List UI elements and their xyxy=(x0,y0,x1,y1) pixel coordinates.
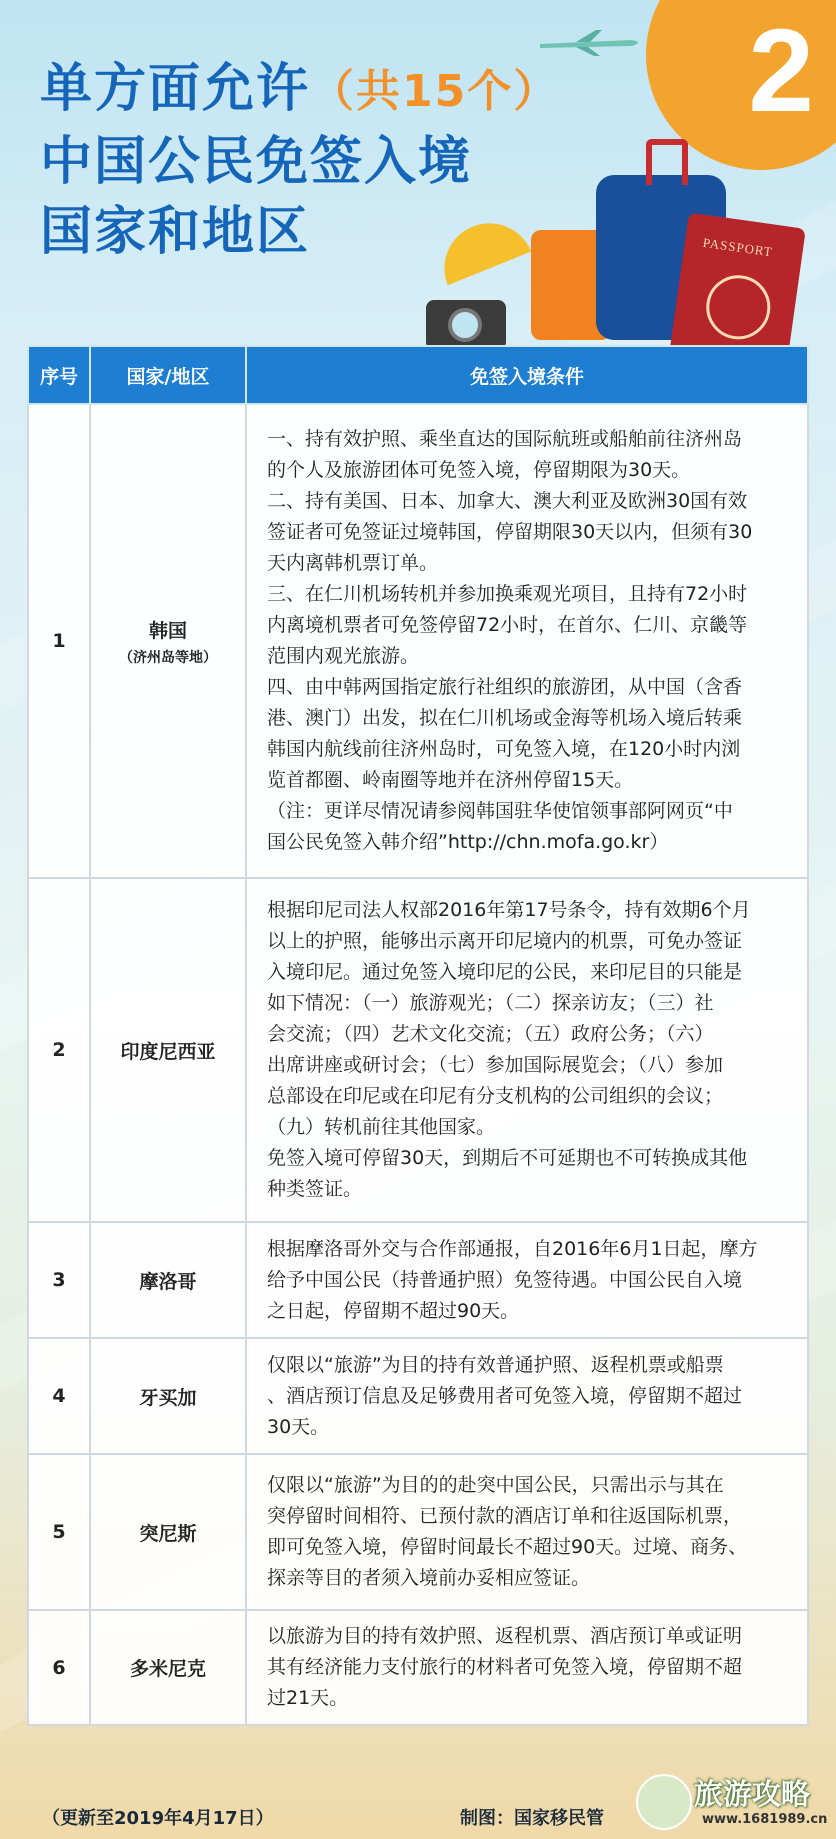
row-number: 4 xyxy=(28,1338,90,1454)
row-country: 多米尼克 xyxy=(90,1610,246,1725)
row-number: 6 xyxy=(28,1610,90,1725)
watermark-url: www.1681989.cn xyxy=(702,1812,828,1827)
condition-line: 即可免签入境，停留时间最长不超过90天。过境、商务、 xyxy=(267,1536,748,1558)
condition-line: 港、澳门）出发，拟在仁川机场或金海等机场入境后转乘 xyxy=(267,707,743,729)
condition-line: （九）转机前往其他国家。 xyxy=(267,1116,496,1138)
condition-line: 韩国内航线前往济州岛时，可免签入境，在120小时内浏 xyxy=(267,738,741,760)
row-country: 印度尼西亚 xyxy=(90,878,246,1222)
table-row xyxy=(28,1338,808,1454)
header-conditions: 免签入境条件 xyxy=(246,346,808,404)
row-number: 2 xyxy=(28,878,90,1222)
credit-text: 制图：国家移民管 xyxy=(460,1808,604,1829)
condition-line: 仅限以“旅游”为目的的赴突中国公民，只需出示与其在 xyxy=(267,1474,724,1496)
table-row xyxy=(28,1454,808,1610)
visa-free-table xyxy=(27,345,807,1726)
row-country: 突尼斯 xyxy=(90,1454,246,1610)
watermark-text: 旅游攻略 xyxy=(694,1777,811,1811)
condition-line: 总部设在印尼或在印尼有分支机构的公司组织的会议； xyxy=(267,1085,724,1107)
condition-line: 仅限以“旅游”为目的持有效普通护照、返程机票或船票 xyxy=(267,1353,724,1376)
airplane-icon xyxy=(536,30,646,56)
camera-icon xyxy=(426,300,506,350)
condition-line: 以上的护照，能够出示离开印尼境内的机票，可免办签证 xyxy=(267,930,743,952)
row-number: 1 xyxy=(28,404,90,878)
row-conditions xyxy=(246,1338,808,1454)
condition-line: 其有经济能力支付旅行的材料者可免签入境，停留期不超 xyxy=(267,1656,743,1678)
table-row xyxy=(28,1222,808,1338)
row-conditions xyxy=(246,1454,808,1610)
table-row xyxy=(28,878,808,1222)
badge-number: 2 xyxy=(748,5,814,137)
row-country: 韩国 （济州岛等地） xyxy=(90,404,246,878)
condition-line: 根据印尼司法人权部2016年第17号条令，持有效期6个月 xyxy=(267,899,751,921)
globe-icon xyxy=(702,271,774,343)
condition-line: 会交流；（四）艺术文化交流；（五）政府公务；（六） xyxy=(267,1023,714,1045)
row-number: 3 xyxy=(28,1222,90,1338)
condition-line: 天内离韩机票订单。 xyxy=(267,552,439,574)
condition-line: 探亲等目的者须入境前办妥相应签证。 xyxy=(267,1567,591,1589)
condition-line: 览首都圈、岭南圈等地并在济州停留15天。 xyxy=(267,769,634,791)
condition-line: 四、由中韩两国指定旅行社组织的旅游团，从中国（含香 xyxy=(267,676,743,698)
condition-line: 、酒店预订信息及足够费用者可免签入境，停留期不超过 xyxy=(267,1384,743,1407)
row-country-sub: （济州岛等地） xyxy=(119,649,217,666)
condition-line: 范围内观光旅游。 xyxy=(267,645,420,667)
row-conditions xyxy=(246,1610,808,1725)
condition-line: 如下情况：（一）旅游观光；（二）探亲访友；（三）社 xyxy=(267,992,714,1014)
condition-line: 突停留时间相符、已预付款的酒店订单和往返国际机票， xyxy=(267,1505,743,1527)
row-conditions xyxy=(246,404,808,878)
title-line-1: 单方面允许（共15个） xyxy=(40,59,560,119)
title-line-3: 国家和地区 xyxy=(40,202,311,262)
condition-line: 出席讲座或研讨会；（七）参加国际展览会；（八）参加 xyxy=(267,1054,724,1076)
condition-line: 国公民免签入韩介绍”http://chn.mofa.go.kr） xyxy=(267,831,669,853)
row-number: 5 xyxy=(28,1454,90,1610)
update-date: （更新至2019年4月17日） xyxy=(42,1808,274,1829)
condition-line: 之日起，停留期不超过90天。 xyxy=(267,1299,520,1322)
condition-line: 内离境机票者可免签停留72小时，在首尔、仁川、京畿等 xyxy=(267,614,748,636)
condition-line: 的个人及旅游团体可免签入境，停留期限为30天。 xyxy=(267,459,691,481)
condition-line: 根据摩洛哥外交与合作部通报，自2016年6月1日起，摩方 xyxy=(267,1237,758,1260)
condition-line: 签证者可免签证过境韩国，停留期限30天以内，但须有30 xyxy=(267,521,753,543)
site-watermark xyxy=(636,1770,826,1830)
condition-line: 一、持有效护照、乘坐直达的国际航班或船舶前往济州岛 xyxy=(267,428,743,450)
condition-line: 过21天。 xyxy=(267,1687,349,1709)
row-conditions xyxy=(246,878,808,1222)
watermark-logo-icon xyxy=(636,1774,692,1830)
condition-line: 二、持有美国、日本、加拿大、澳大利亚及欧洲30国有效 xyxy=(267,490,748,512)
condition-line: 免签入境可停留30天，到期后不可延期也不可转换成其他 xyxy=(267,1147,748,1169)
condition-line: 入境印尼。通过免签入境印尼的公民，来印尼目的只能是 xyxy=(267,961,743,983)
condition-line: 以旅游为目的持有效护照、返程机票、酒店预订单或证明 xyxy=(267,1625,743,1647)
title-line-2: 中国公民免签入境 xyxy=(40,132,473,192)
row-country: 牙买加 xyxy=(90,1338,246,1454)
condition-line: 30天。 xyxy=(267,1415,330,1438)
table-row xyxy=(28,404,808,878)
table-header-row xyxy=(28,346,808,404)
title-count: （共15个） xyxy=(310,66,560,117)
table-row xyxy=(28,1610,808,1725)
row-country: 摩洛哥 xyxy=(90,1222,246,1338)
condition-line: （注：更详尽情况请参阅韩国驻华使馆领事部阿网页“中 xyxy=(267,800,733,822)
condition-line: 给予中国公民（持普通护照）免签待遇。中国公民自入境 xyxy=(267,1268,743,1291)
header-number: 序号 xyxy=(28,346,90,404)
passport-label: PASSPORT xyxy=(701,234,774,260)
header-country: 国家/地区 xyxy=(90,346,246,404)
row-conditions xyxy=(246,1222,808,1338)
condition-line: 三、在仁川机场转机并参加换乘观光项目，且持有72小时 xyxy=(267,583,748,605)
condition-line: 种类签证。 xyxy=(267,1178,363,1200)
